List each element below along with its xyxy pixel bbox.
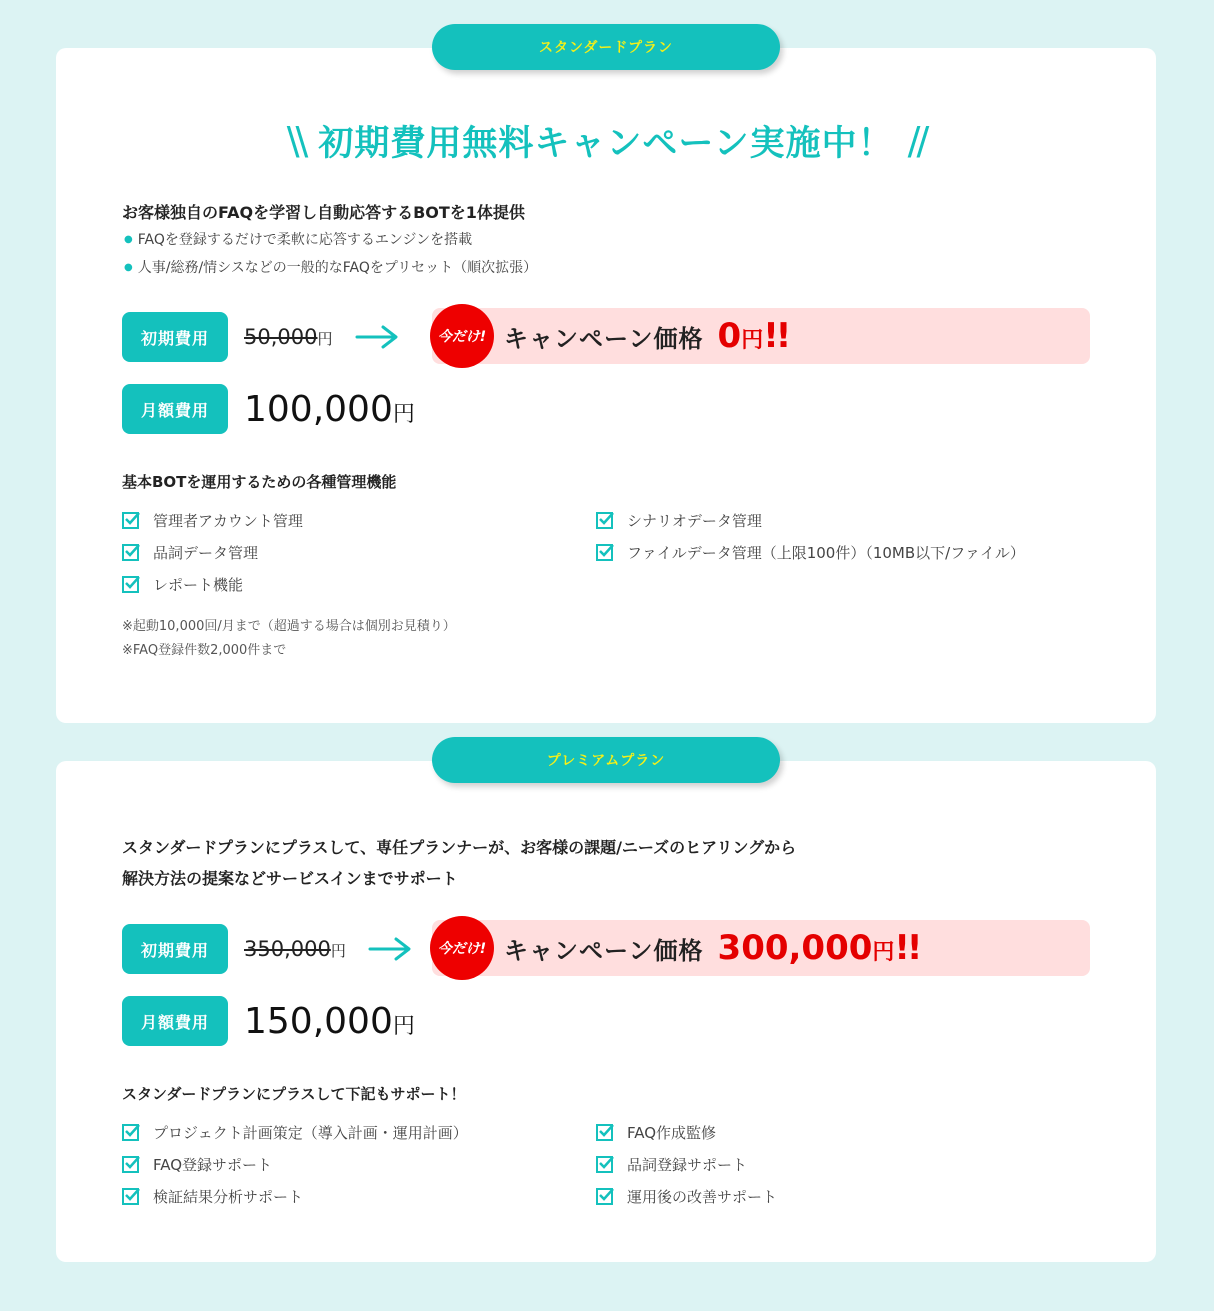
campaign-title (56, 116, 1156, 166)
bullet-item: ● FAQを登録するだけで柔軟に応答するエンジンを搭載 (124, 232, 473, 248)
campaign-price-bar (432, 920, 1090, 976)
features-heading: スタンダードプランにプラスして下記もサポート！ (122, 1085, 466, 1103)
deco-slashes-left: \\ (286, 119, 305, 163)
feature-item: シナリオデータ管理 (596, 508, 1082, 532)
now-only-badge: 今だけ! (430, 304, 494, 368)
arrow-right-icon (355, 324, 399, 350)
premium-plan-card (56, 753, 1156, 1262)
campaign-price-value: 0 円 !! (717, 316, 789, 356)
campaign-price-label: キャンペーン価格 (504, 936, 704, 965)
feature-item: 品詞データ管理 (122, 540, 596, 564)
bullet-dot-icon: ● (124, 262, 133, 273)
initial-fee-row (122, 312, 399, 362)
monthly-price: 150,000 円 (244, 1000, 415, 1042)
feature-item: FAQ登録サポート (122, 1152, 596, 1176)
features-heading: 基本BOTを運用するための各種管理機能 (122, 473, 397, 491)
initial-fee-label: 初期費用 (122, 924, 228, 974)
campaign-price-bar (432, 308, 1090, 364)
standard-bullets (124, 226, 537, 282)
checkbox-check-icon (122, 575, 140, 593)
checkbox-check-icon (122, 543, 140, 561)
checkbox-check-icon (596, 511, 614, 529)
checkbox-check-icon (122, 511, 140, 529)
deco-slashes-right: // (907, 119, 926, 163)
checkbox-check-icon (596, 1123, 614, 1141)
campaign-title-text: 初期費用無料キャンペーン実施中！ (318, 124, 894, 164)
feature-item: ファイルデータ管理（上限100件）（10MB以下/ファイル） (596, 540, 1082, 564)
premium-lead-line: スタンダードプランにプラスして、専任プランナーが、お客様の課題/ニーズのヒアリングから (122, 838, 797, 857)
feature-item: 運用後の改善サポート (596, 1184, 1082, 1208)
premium-lead (122, 832, 796, 894)
standard-features-list (122, 508, 1082, 596)
premium-plan-tab (432, 737, 780, 783)
monthly-fee-row (122, 384, 415, 434)
campaign-price-label: キャンペーン価格 (504, 324, 704, 353)
now-only-badge: 今だけ! (430, 916, 494, 980)
bullet-dot-icon: ● (124, 234, 133, 245)
bullet-item: ● 人事/総務/情シスなどの一般的なFAQをプリセット（順次拡張） (124, 260, 538, 276)
premium-lead-line: 解決方法の提案などサービスインまでサポート (122, 869, 458, 888)
premium-features-list (122, 1120, 1082, 1208)
checkbox-check-icon (596, 543, 614, 561)
monthly-price: 100,000 円 (244, 388, 415, 430)
note-item: ※起動10,000回/月まで（超過する場合は個別お見積り） (122, 619, 456, 634)
checkbox-check-icon (596, 1155, 614, 1173)
checkbox-check-icon (122, 1155, 140, 1173)
feature-item: レポート機能 (122, 572, 596, 596)
standard-lead: お客様独自のFAQを学習し自動応答するBOTを1体提供 (122, 203, 525, 222)
monthly-fee-label: 月額費用 (122, 996, 228, 1046)
standard-plan-card (56, 40, 1156, 723)
initial-old-price: 350,000 円 (244, 937, 346, 961)
standard-notes (122, 615, 456, 663)
initial-old-price: 50,000 円 (244, 325, 333, 349)
monthly-fee-row (122, 996, 415, 1046)
note-item: ※FAQ登録件数2,000件まで (122, 643, 287, 658)
checkbox-check-icon (122, 1187, 140, 1205)
checkbox-check-icon (122, 1123, 140, 1141)
feature-item: 品詞登録サポート (596, 1152, 1082, 1176)
feature-item: 検証結果分析サポート (122, 1184, 596, 1208)
plan-tab-label: スタンダードプラン (538, 40, 674, 56)
monthly-fee-label: 月額費用 (122, 384, 228, 434)
feature-item: FAQ作成監修 (596, 1120, 1082, 1144)
arrow-right-icon (368, 936, 412, 962)
campaign-price-value: 300,000 円 !! (717, 928, 920, 968)
plan-tab-label: プレミアムプラン (546, 753, 666, 769)
feature-item: プロジェクト計画策定（導入計画・運用計画） (122, 1120, 596, 1144)
standard-plan-tab (432, 24, 780, 70)
feature-item: 管理者アカウント管理 (122, 508, 596, 532)
initial-fee-label: 初期費用 (122, 312, 228, 362)
checkbox-check-icon (596, 1187, 614, 1205)
initial-fee-row (122, 924, 412, 974)
